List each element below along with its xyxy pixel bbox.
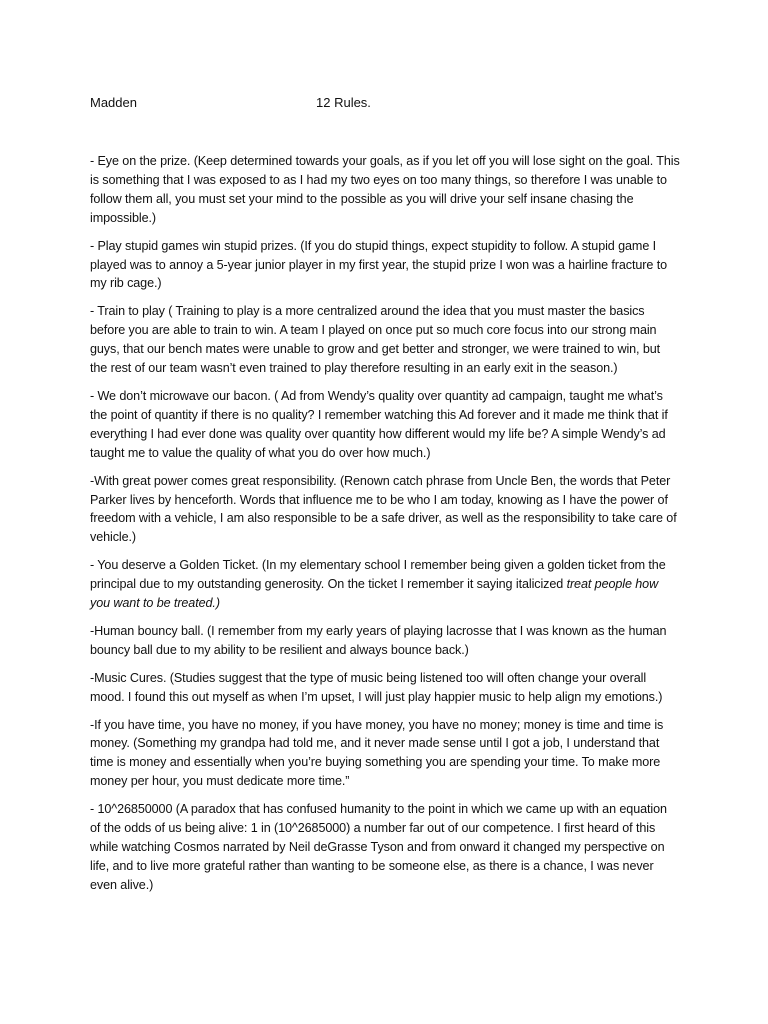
rule-text: - You deserve a Golden Ticket. (In my elementary school I remember being given a golden ticket from the principal due to my outstanding generosity. On the ticket I remember it saying italicized — [90, 558, 666, 592]
rule-text: - Eye on the prize. (Keep determined towards your goals, as if you let off you will lose sight on the goal. This is something that I was exposed to as I had my two eyes on too many things, so therefore I was unable to follow them all, you must set your mind to the possible as you will drive your self insane chasing the impossible.) — [90, 154, 680, 225]
document-header — [90, 94, 680, 116]
rule-item — [90, 302, 680, 378]
rule-text: -If you have time, you have no money, if you have money, you have no money; money is time and time is money. (Something my grandpa had told me, and it never made sense until I got a job, I understand that time is money and essentially when you’re buying something you are spending your time. To make more money per hour, you must dedicate more time.” — [90, 717, 664, 789]
rule-text: -With great power comes great responsibility. (Renown catch phrase from Uncle Ben, the words that Peter Parker lives by henceforth. Words that influence me to be who I am today, knowing as I have the power of freedom with a vehicle, I am also responsible to be a safe driver, as well as the responsibility to take care of vehicle.) — [90, 473, 677, 545]
rule-text: -Music Cures. (Studies suggest that the type of music being listened too will often change your overall mood. I found this out myself as when I’m upset, I will just play happier music to help align my emotions.) — [90, 670, 663, 704]
rule-text: - 10^26850000 (A paradox that has confused humanity to the point in which we came up with an equation of the odds of us being alive: 1 in (10^2685000) a number far out of our competence. I first heard of this while watching Cosmos narrated by Neil deGrasse Tyson and from onward it changed my perspective on life, and to live more grateful rather than wanting to be someone else, as there is a chance, I was never even alive.) — [90, 802, 667, 892]
rule-item — [90, 387, 680, 463]
rule-item — [90, 237, 680, 294]
rule-text: - We don’t microwave our bacon. ( Ad from Wendy’s quality over quantity ad campaign, taught me what’s the point of quantity if there is no quality? I remember watching this Ad forever and it made me think that if everything I had ever done was quality over quantity how different would my life be? A simple Wendy’s ad taught me to value the quality of what you do over how much.) — [90, 388, 668, 460]
rule-text: - Play stupid games win stupid prizes. (If you do stupid things, expect stupidity to follow. A stupid game I played was to annoy a 5-year junior player in my first year, the stupid prize I won was a hairline fracture to my rib cage.) — [90, 238, 667, 291]
rule-italic-text: treat people how you want to be treated.) — [90, 577, 659, 611]
rule-item — [90, 152, 680, 228]
rule-item — [90, 472, 680, 548]
rules-list — [90, 152, 680, 895]
rule-text: -Human bouncy ball. (I remember from my early years of playing lacrosse that I was known as the human bouncy ball due to my ability to be resilient and always bounce back.) — [90, 623, 667, 657]
rule-text: - Train to play ( Training to play is a more centralized around the idea that you must master the basics before you are able to train to win. A team I played on once put so much core focus into our strong main guys, that our bench mates were unable to grow and get better and stronger, we were trained to win, but the rest of our team wasn’t even trained to play therefore resulting in an early exit in the season.) — [90, 304, 661, 376]
author-name: Madden — [90, 95, 137, 110]
rule-item — [90, 556, 680, 613]
document-title: 12 Rules. — [316, 95, 371, 110]
rule-item — [90, 622, 680, 660]
rule-item — [90, 669, 680, 707]
rule-item — [90, 800, 680, 895]
rule-item — [90, 716, 680, 792]
